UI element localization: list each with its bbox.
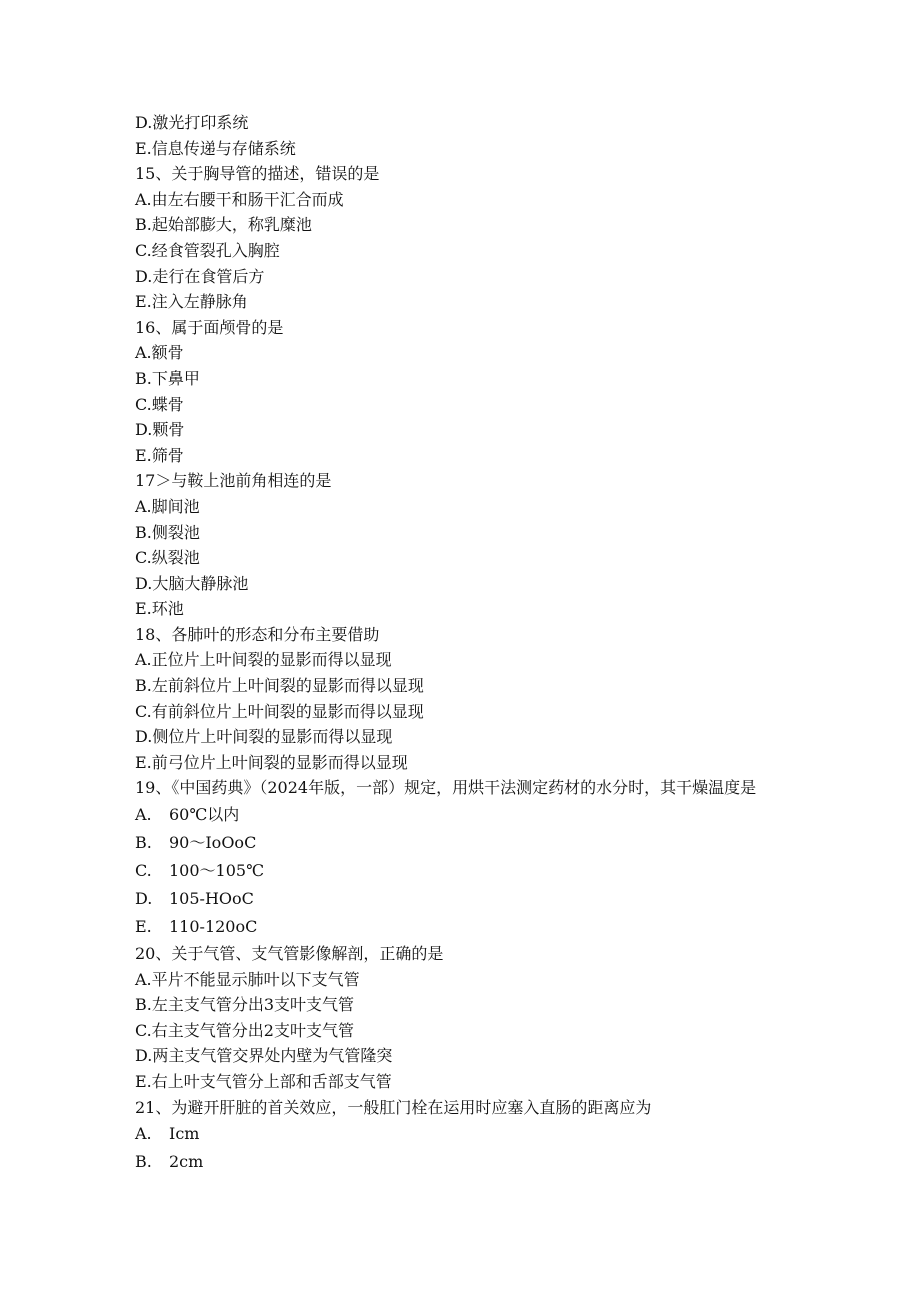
option-text: 60℃以内 xyxy=(169,805,240,825)
option-letter: B. xyxy=(135,1152,152,1172)
text-line: A.平片不能显示肺叶以下支气管 xyxy=(135,969,360,989)
text-line: D.激光打印系统 xyxy=(135,113,249,132)
text-line: C.蝶骨 xyxy=(135,394,184,414)
text-line: C.有前斜位片上叶间裂的显影而得以显现 xyxy=(135,701,424,721)
text-line: E.注入左静脉角 xyxy=(135,292,248,312)
text-line: D.侧位片上叶间裂的显影而得以显现 xyxy=(135,727,393,747)
text-line: C.纵裂池 xyxy=(135,548,200,568)
text-line: B.左主支气管分出3支叶支气管 xyxy=(135,995,355,1015)
option-text: 2cm xyxy=(169,1152,204,1172)
option-text: 90～IoOoC xyxy=(169,833,257,853)
question-stem: 18、各肺叶的形态和分布主要借助 xyxy=(135,624,380,644)
option-text: 100～105℃ xyxy=(169,861,264,881)
question-stem: 15、关于胸导管的描述，错误的是 xyxy=(135,164,380,184)
question-stem: 19、《中国药典》（2024年版，一部）规定，用烘干法测定药材的水分时，其干燥温度是 xyxy=(135,778,757,798)
question-stem: 16、属于面颅骨的是 xyxy=(135,317,284,337)
text-line: E.信息传递与存储系统 xyxy=(135,138,296,158)
option-letter: D. xyxy=(135,889,153,909)
question-stem: 17＞与鞍上池前角相连的是 xyxy=(135,471,332,491)
option-letter: C. xyxy=(135,861,152,881)
option-letter: A. xyxy=(135,1124,152,1144)
answer-option-line xyxy=(135,801,795,829)
text-line: E.前弓位片上叶间裂的显影而得以显现 xyxy=(135,752,408,772)
text-line: D.大脑大静脉池 xyxy=(135,573,249,593)
text-line: C.经食管裂孔入胸腔 xyxy=(135,240,280,260)
text-line: B.侧裂池 xyxy=(135,522,200,542)
option-letter: A. xyxy=(135,805,152,825)
text-line: D.走行在食管后方 xyxy=(135,266,265,286)
option-letter: B. xyxy=(135,833,152,853)
answer-option-line xyxy=(135,1120,795,1148)
answer-option-line xyxy=(135,885,795,913)
text-line: A.正位片上叶间裂的显影而得以显现 xyxy=(135,650,392,670)
text-line: D.两主支气管交界处内壁为气管隆突 xyxy=(135,1046,393,1066)
text-line: D.颗骨 xyxy=(135,420,185,440)
text-line: A.由左右腰干和肠干汇合而成 xyxy=(135,189,344,209)
text-line: A.脚间池 xyxy=(135,496,200,516)
text-line: B.起始部膨大，称乳糜池 xyxy=(135,215,312,235)
text-line: A.额骨 xyxy=(135,343,184,363)
text-line: B.下鼻甲 xyxy=(135,368,200,388)
text-line: E.右上叶支气管分上部和舌部支气管 xyxy=(135,1072,392,1091)
option-text: 110-120oC xyxy=(169,917,258,937)
document-body xyxy=(135,110,795,1176)
question-stem: 20、关于气管、支气管影像解剖，正确的是 xyxy=(135,944,444,964)
answer-option-line xyxy=(135,913,795,941)
answer-option-line xyxy=(135,1148,795,1176)
text-line: C.右主支气管分出2支叶支气管 xyxy=(135,1020,354,1040)
text-line: B.左前斜位片上叶间裂的显影而得以显现 xyxy=(135,676,424,696)
text-line: E.筛骨 xyxy=(135,445,184,465)
option-text: 105-HOoC xyxy=(169,889,254,909)
answer-option-line xyxy=(135,829,795,857)
text-line: E.环池 xyxy=(135,599,184,619)
question-stem: 21、为避开肝脏的首关效应，一般肛门栓在运用时应塞入直肠的距离应为 xyxy=(135,1097,652,1117)
answer-option-line xyxy=(135,857,795,885)
option-letter: E. xyxy=(135,917,152,937)
option-text: Icm xyxy=(169,1124,200,1144)
